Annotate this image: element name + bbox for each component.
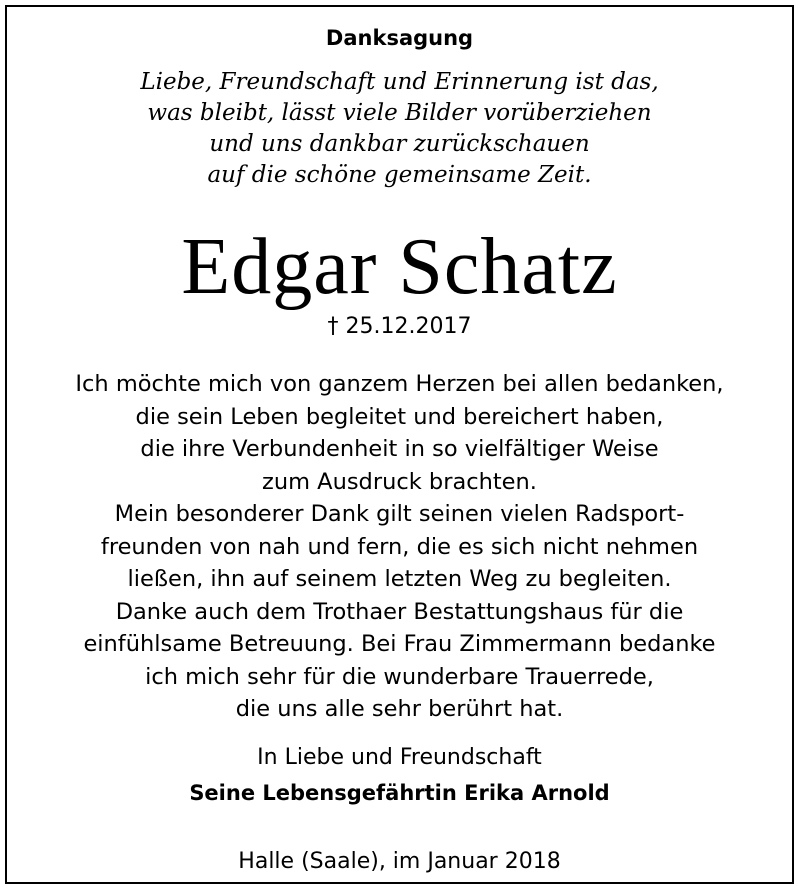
quote-line: was bleibt, lässt viele Bilder vorüberziehen xyxy=(147,100,652,126)
quote-line: und uns dankbar zurückschauen xyxy=(209,131,590,157)
place-and-date: Halle (Saale), im Januar 2018 xyxy=(238,849,561,874)
message-line: freunden von nah und fern, die es sich nicht nehmen xyxy=(100,533,699,560)
closing-phrase: In Liebe und Freundschaft xyxy=(257,745,542,770)
message-line: ich mich sehr für die wunderbare Trauerrede, xyxy=(145,663,654,690)
message-line: ließen, ihn auf seinem letzten Weg zu begleiten. xyxy=(127,566,672,592)
quote-line: auf die schöne gemeinsame Zeit. xyxy=(207,162,592,188)
message-line: die ihre Verbundenheit in so vielfältiger Weise xyxy=(140,436,659,462)
obituary-notice xyxy=(5,5,794,884)
message-line: die uns alle sehr berührt hat. xyxy=(235,696,564,722)
signature: Seine Lebensgefährtin Erika Arnold xyxy=(189,781,610,805)
death-date: † 25.12.2017 xyxy=(327,314,472,339)
quote-line: Liebe, Freundschaft und Erinnerung ist das, xyxy=(140,69,659,95)
message-line: Mein besonderer Dank gilt seinen vielen Radsport- xyxy=(114,501,685,527)
message-line: die sein Leben begleitet und bereichert haben, xyxy=(135,403,664,430)
memorial-quote xyxy=(7,67,792,191)
deceased-name: Edgar Schatz xyxy=(181,223,618,311)
thanks-message xyxy=(7,368,792,726)
message-line: Danke auch dem Trothaer Bestattungshaus für die xyxy=(115,598,684,625)
message-line: zum Ausdruck brachten. xyxy=(262,468,537,495)
message-line: Ich möchte mich von ganzem Herzen bei allen bedanken, xyxy=(75,371,724,397)
notice-heading: Danksagung xyxy=(325,26,474,50)
message-line: einfühlsame Betreuung. Bei Frau Zimmermann bedanke xyxy=(83,631,716,657)
